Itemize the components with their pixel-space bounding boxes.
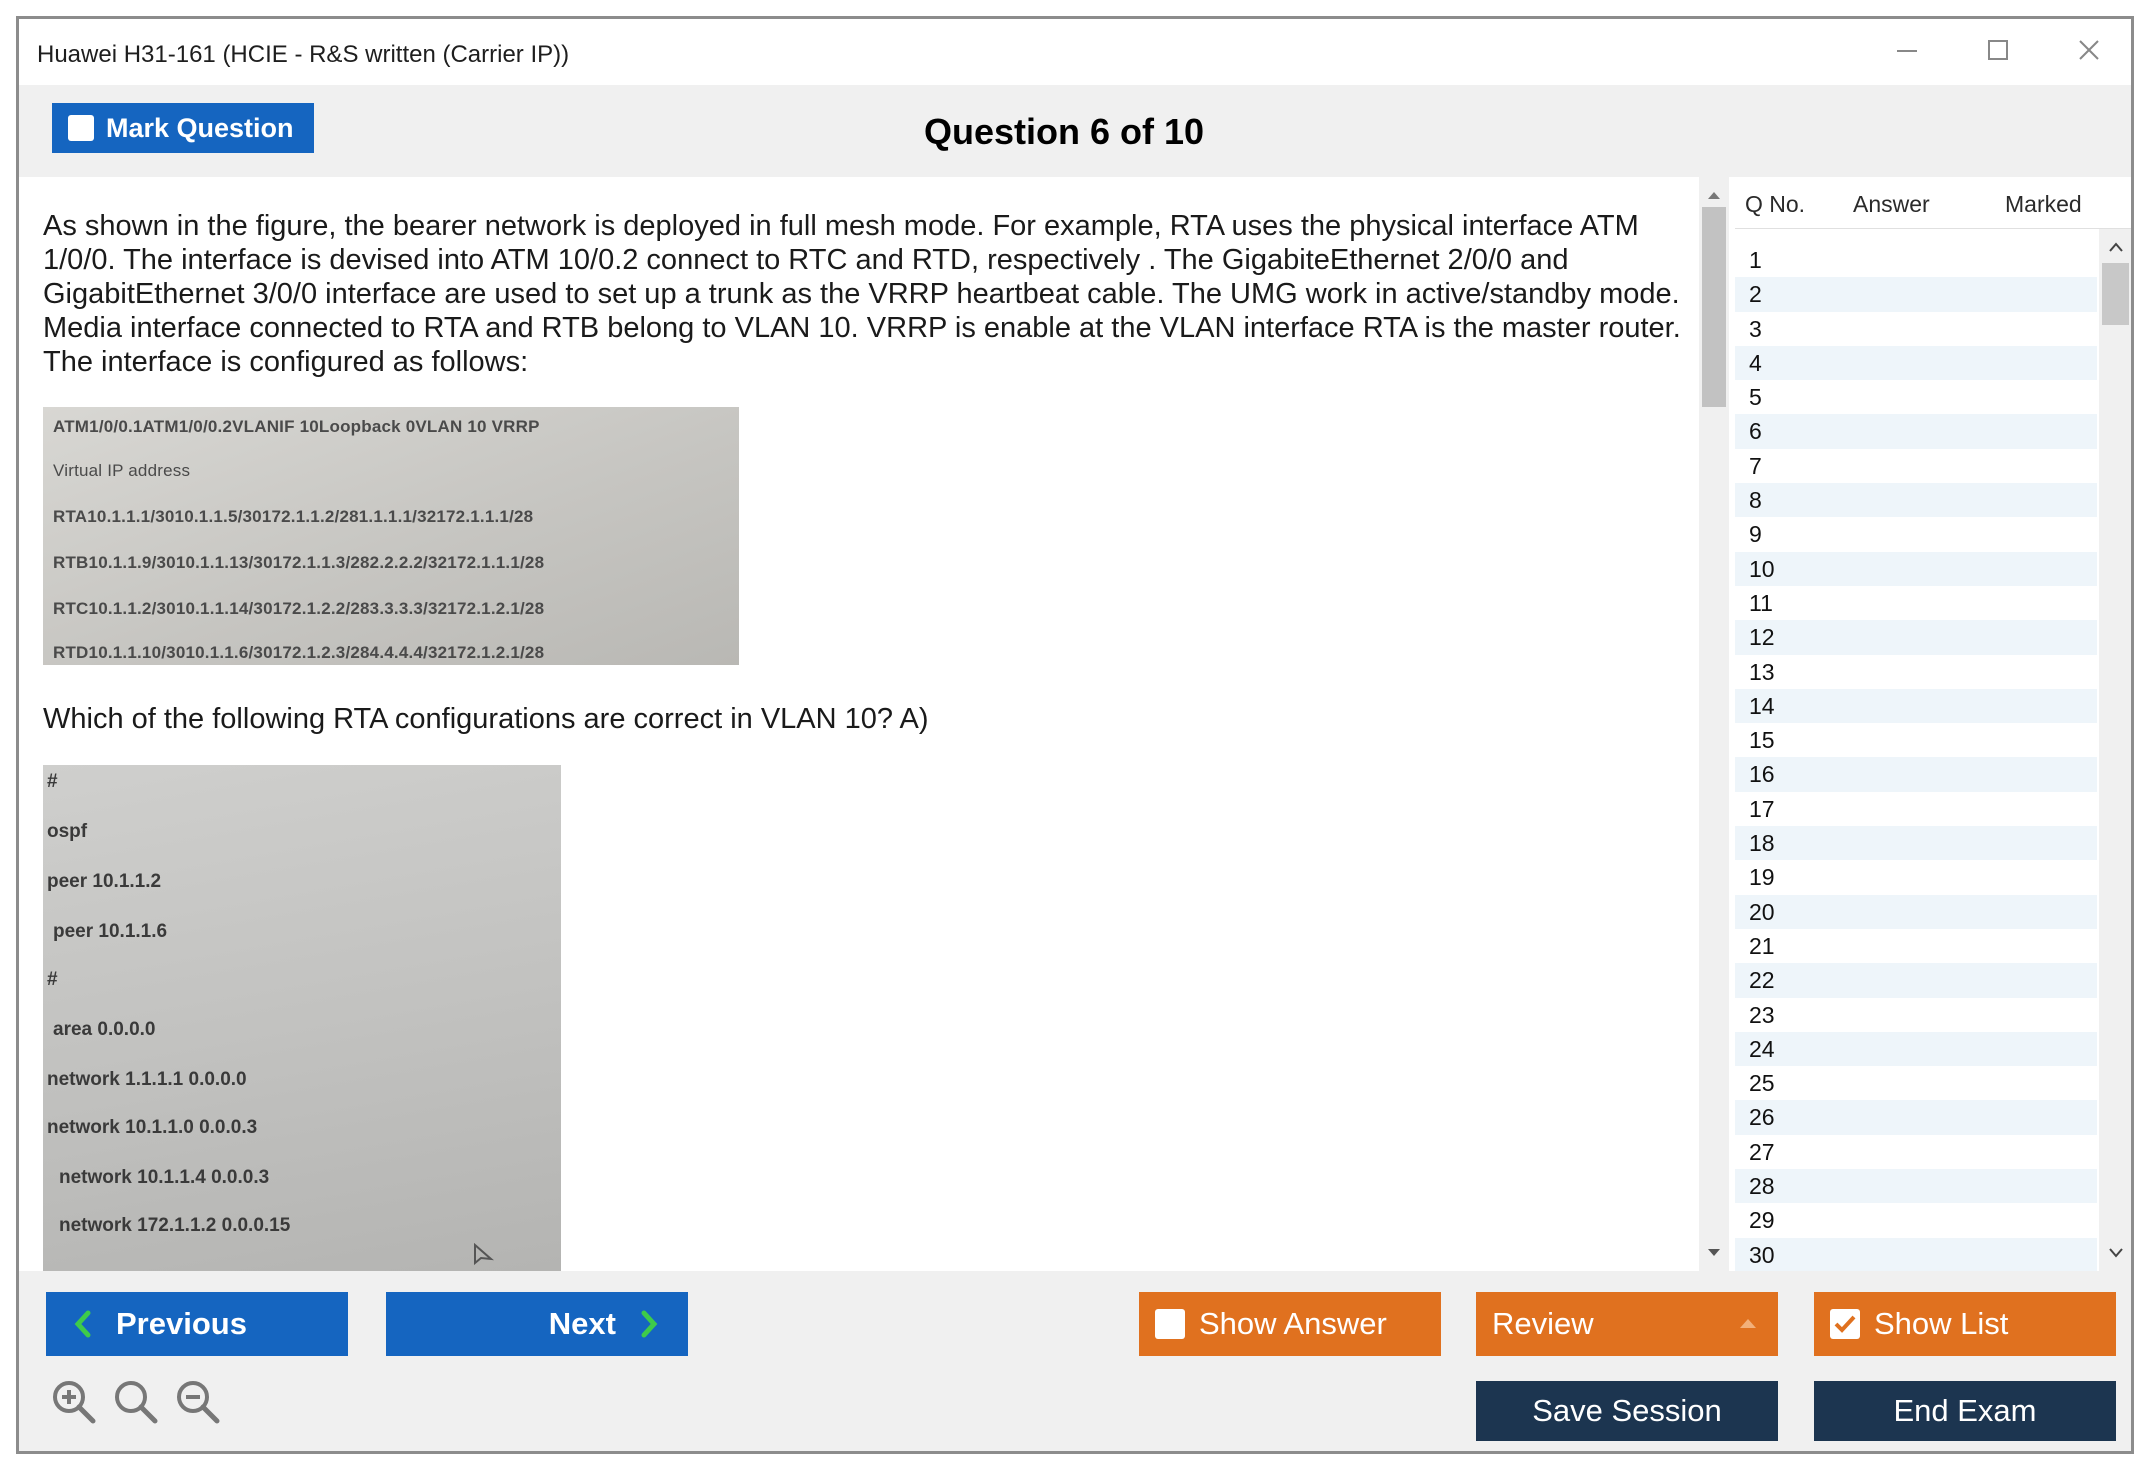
image-line: network 1.1.1.1 0.0.0.0 (47, 1069, 247, 1090)
list-item[interactable]: 17 (1735, 792, 2097, 826)
list-item[interactable]: 19 (1735, 860, 2097, 894)
list-item[interactable]: 2 (1735, 277, 2097, 311)
question-list-rows (1735, 243, 2097, 1272)
image-line: network 10.1.1.4 0.0.0.3 (59, 1167, 270, 1188)
list-item[interactable]: 11 (1735, 586, 2097, 620)
minimize-icon[interactable] (1887, 33, 1927, 69)
image-line: RTC10.1.1.2/3010.1.1.14/30172.1.2.2/283.3.3.3/32172.1.2.1/28 (53, 599, 545, 618)
list-item[interactable]: 29 (1735, 1203, 2097, 1237)
content-scrollbar[interactable] (1699, 177, 1729, 1271)
image-line: # (47, 771, 58, 792)
question-text: As shown in the figure, the bearer network is deployed in full mesh mode. For example, RTA uses the physical interface ATM 1/0/0. The interface is devised into ATM 10/0.2 connect to RTC and RTD, respectively . The GigabiteEthernet 2/0/0 and GigabitEthernet 3/0/0 interface are used to set up a trunk as the VRRP heartbeat cable. The UMG work in active/standby mode. Media interface connected to RTA and RTB belong to VLAN 10. VRRP is enable at the VLAN interface RTA is the master router. The interface is configured as follows: (43, 210, 1681, 378)
list-item[interactable]: 6 (1735, 414, 2097, 448)
end-exam-button[interactable] (1814, 1381, 2116, 1441)
list-item[interactable]: 20 (1735, 895, 2097, 929)
list-item[interactable]: 9 (1735, 517, 2097, 551)
image-line: # (47, 969, 58, 990)
next-button[interactable] (386, 1292, 688, 1356)
list-item[interactable]: 28 (1735, 1169, 2097, 1203)
list-item[interactable]: 1 (1735, 243, 2097, 277)
question-list-panel (1735, 177, 2134, 1271)
scroll-up-icon[interactable] (1706, 189, 1722, 201)
list-item[interactable]: 3 (1735, 312, 2097, 346)
list-item[interactable]: 12 (1735, 620, 2097, 654)
mouse-cursor-icon (473, 1243, 495, 1267)
column-header-marked: Marked (2005, 191, 2082, 217)
show-answer-label: Show Answer (1199, 1306, 1387, 1341)
image-line: network 10.1.1.0 0.0.0.3 (47, 1117, 258, 1138)
scroll-down-icon[interactable] (1706, 1247, 1722, 1259)
caret-up-icon (1738, 1316, 1758, 1330)
list-item[interactable]: 22 (1735, 963, 2097, 997)
chevron-up-icon[interactable] (2108, 241, 2124, 253)
mark-question-label: Mark Question (106, 112, 294, 143)
list-item[interactable]: 15 (1735, 723, 2097, 757)
list-item[interactable]: 24 (1735, 1032, 2097, 1066)
list-item[interactable]: 25 (1735, 1066, 2097, 1100)
maximize-icon[interactable] (1977, 33, 2017, 69)
image-line: ATM1/0/0.1ATM1/0/0.2VLANIF 10Loopback 0VLAN 10 VRRP (53, 417, 540, 436)
column-header-qno: Q No. (1745, 191, 1806, 217)
footer-toolbar (19, 1271, 2131, 1454)
image-line: RTB10.1.1.9/3010.1.1.13/30172.1.1.3/282.2.2.2/32172.1.1.1/28 (53, 553, 545, 572)
review-label: Review (1492, 1306, 1594, 1341)
question-list-header (1735, 177, 2134, 229)
chevron-right-icon (636, 1309, 662, 1339)
window-title: Huawei H31-161 (HCIE - R&S written (Carrier IP)) (37, 41, 570, 68)
title-bar (19, 19, 2131, 85)
column-header-answer: Answer (1853, 191, 1930, 217)
previous-label: Previous (116, 1306, 247, 1341)
list-item[interactable]: 4 (1735, 346, 2097, 380)
chevron-down-icon[interactable] (2108, 1247, 2124, 1259)
question-prompt: Which of the following RTA configurations are correct in VLAN 10? A) (43, 703, 929, 735)
chevron-left-icon (70, 1309, 96, 1339)
list-item[interactable]: 16 (1735, 757, 2097, 791)
image-line: Virtual IP address (53, 461, 191, 480)
checked-checkbox-icon (1830, 1309, 1860, 1339)
checkbox-icon (1155, 1309, 1185, 1339)
image-line: RTD10.1.1.10/3010.1.1.6/30172.1.2.3/284.4.4.4/32172.1.2.1/28 (53, 643, 545, 662)
image-line: ospf (47, 821, 88, 842)
list-item[interactable]: 13 (1735, 655, 2097, 689)
list-item[interactable]: 23 (1735, 998, 2097, 1032)
list-item[interactable]: 10 (1735, 552, 2097, 586)
previous-button[interactable] (46, 1292, 348, 1356)
image-line: peer 10.1.1.6 (53, 921, 168, 942)
list-item[interactable]: 18 (1735, 826, 2097, 860)
zoom-in-icon[interactable] (49, 1377, 97, 1425)
app-window (16, 16, 2134, 1454)
save-session-label: Save Session (1532, 1393, 1722, 1428)
question-title: Question 6 of 10 (923, 111, 1205, 152)
image-line: RTA10.1.1.1/3010.1.1.5/30172.1.1.2/281.1.1.1/32172.1.1.1/28 (53, 507, 534, 526)
zoom-out-icon[interactable] (173, 1377, 221, 1425)
question-content (19, 177, 1699, 1271)
show-list-button[interactable] (1814, 1292, 2116, 1356)
image-line: peer 10.1.1.2 (47, 871, 162, 892)
show-list-label: Show List (1874, 1306, 2009, 1341)
list-item[interactable]: 26 (1735, 1100, 2097, 1134)
search-icon[interactable] (111, 1377, 159, 1425)
next-label: Next (548, 1306, 616, 1341)
save-session-button[interactable] (1476, 1381, 1778, 1441)
list-item[interactable]: 27 (1735, 1135, 2097, 1169)
image-line: area 0.0.0.0 (53, 1019, 156, 1040)
show-answer-button[interactable] (1139, 1292, 1441, 1356)
config-image (43, 765, 561, 1271)
scrollbar-thumb[interactable] (1702, 207, 1726, 407)
list-item[interactable]: 7 (1735, 449, 2097, 483)
list-item[interactable]: 30 (1735, 1238, 2097, 1272)
close-icon[interactable] (2069, 33, 2109, 69)
list-item[interactable]: 21 (1735, 929, 2097, 963)
image-line: network 172.1.1.2 0.0.0.15 (59, 1215, 291, 1236)
list-item[interactable]: 14 (1735, 689, 2097, 723)
list-item[interactable]: 5 (1735, 380, 2097, 414)
scrollbar-thumb[interactable] (2102, 263, 2129, 325)
review-dropdown[interactable] (1476, 1292, 1778, 1356)
interface-table-image (43, 407, 739, 665)
question-list-scrollbar[interactable] (2099, 229, 2132, 1271)
end-exam-label: End Exam (1893, 1393, 2037, 1428)
list-item[interactable]: 8 (1735, 483, 2097, 517)
question-header (19, 85, 2131, 177)
